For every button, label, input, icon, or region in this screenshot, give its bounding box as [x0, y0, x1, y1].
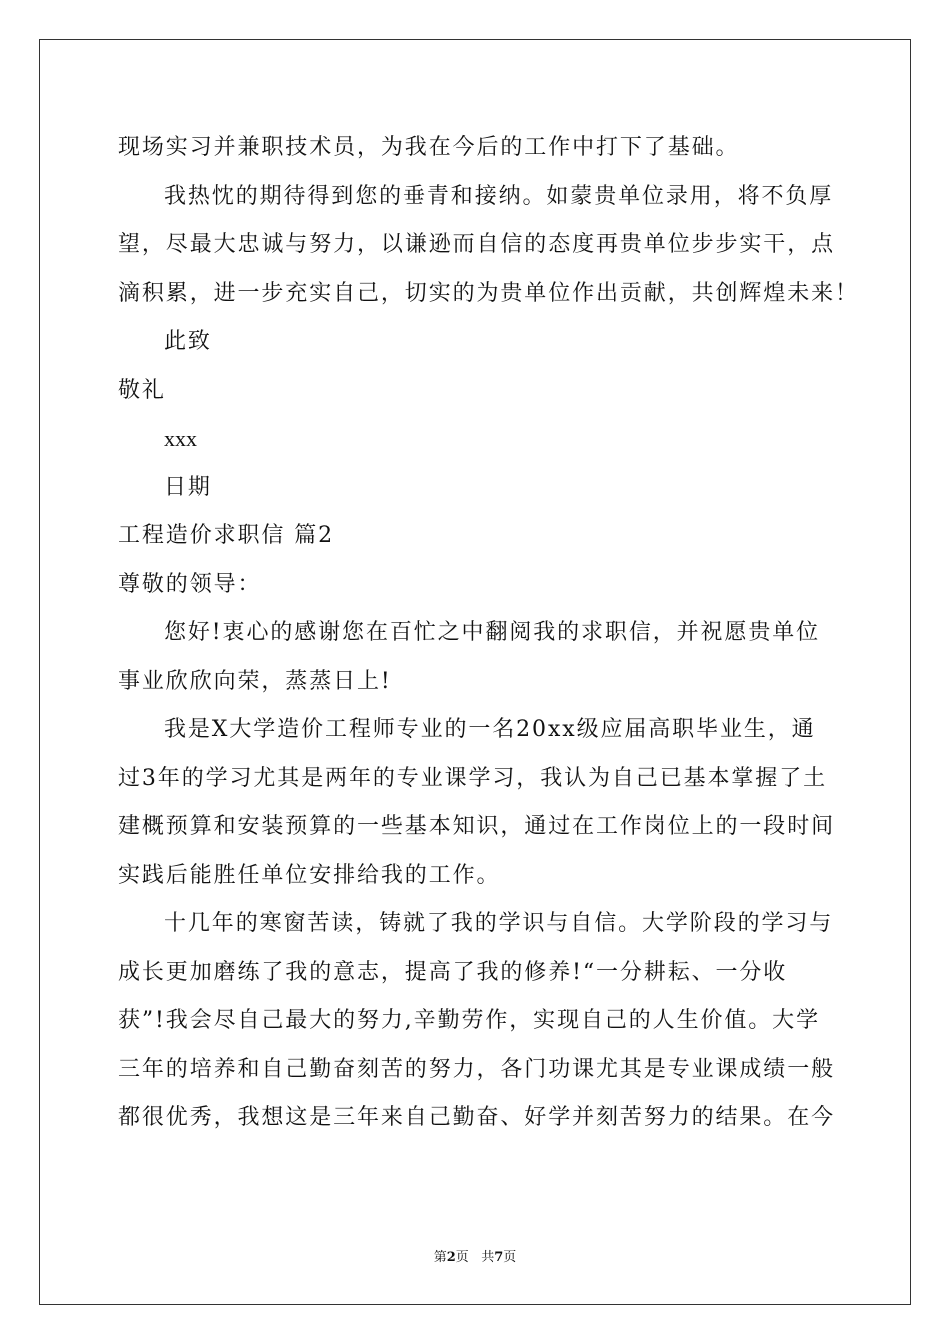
- paragraph-line: 现场实习并兼职技术员，为我在今后的工作中打下了基础。: [118, 135, 740, 160]
- closing-salutation: 此致: [164, 329, 212, 354]
- page-number: 2: [446, 1250, 456, 1265]
- paragraph-line: 您好!衷心的感谢您在百忙之中翻阅我的求职信，并祝愿贵单位: [164, 620, 821, 645]
- paragraph-line: 过3年的学习尤其是两年的专业课学习，我认为自己已基本掌握了土: [118, 765, 827, 791]
- paragraph-line: 都很优秀，我想这是三年来自己勤奋、好学并刻苦努力的结果。在今: [118, 1105, 836, 1130]
- total-pages: 7: [494, 1250, 504, 1265]
- section-title: 工程造价求职信 篇2: [118, 523, 334, 548]
- paragraph-line: 三年的培养和自己勤奋刻苦的努力，各门功课尤其是专业课成绩一般: [118, 1056, 836, 1082]
- document-body: [118, 124, 859, 1143]
- paragraph-line: 我热忱的期待得到您的垂青和接纳。如蒙贵单位录用，将不负厚: [164, 183, 834, 209]
- signature-name: xxx: [164, 426, 197, 451]
- paragraph-line: 我是X大学造价工程师专业的一名20xx级应届高职毕业生，通: [164, 717, 816, 742]
- paragraph-line: 事业欣欣向荣，蒸蒸日上!: [118, 668, 392, 694]
- paragraph-line: 获”!我会尽自己最大的努力,辛勤劳作，实现自己的人生价值。大学: [118, 1008, 820, 1033]
- paragraph-line: 十几年的寒窗苦读，铸就了我的学识与自信。大学阶段的学习与: [164, 911, 834, 936]
- paragraph-line: 滴积累，进一步充实自己，切实的为贵单位作出贡献，共创辉煌未来！: [118, 280, 859, 306]
- signature-date: 日期: [164, 474, 212, 500]
- page-footer: [0, 1246, 950, 1265]
- page-suffix: 页: [455, 1250, 469, 1265]
- paragraph-line: 成长更加磨练了我的意志，提高了我的修养!“一分耕耘、一分收: [118, 959, 788, 985]
- closing-regards: 敬礼: [118, 377, 166, 403]
- paragraph-line: 实践后能胜任单位安排给我的工作。: [118, 862, 501, 888]
- paragraph-line: 望，尽最大忠诚与努力，以谦逊而自信的态度再贵单位步步实干，点: [118, 232, 836, 257]
- page-prefix: 第: [433, 1250, 447, 1265]
- total-prefix: 共: [481, 1250, 495, 1265]
- total-suffix: 页: [503, 1250, 517, 1265]
- greeting: 尊敬的领导：: [118, 571, 262, 597]
- paragraph-line: 建概预算和安装预算的一些基本知识，通过在工作岗位上的一段时间: [118, 814, 836, 839]
